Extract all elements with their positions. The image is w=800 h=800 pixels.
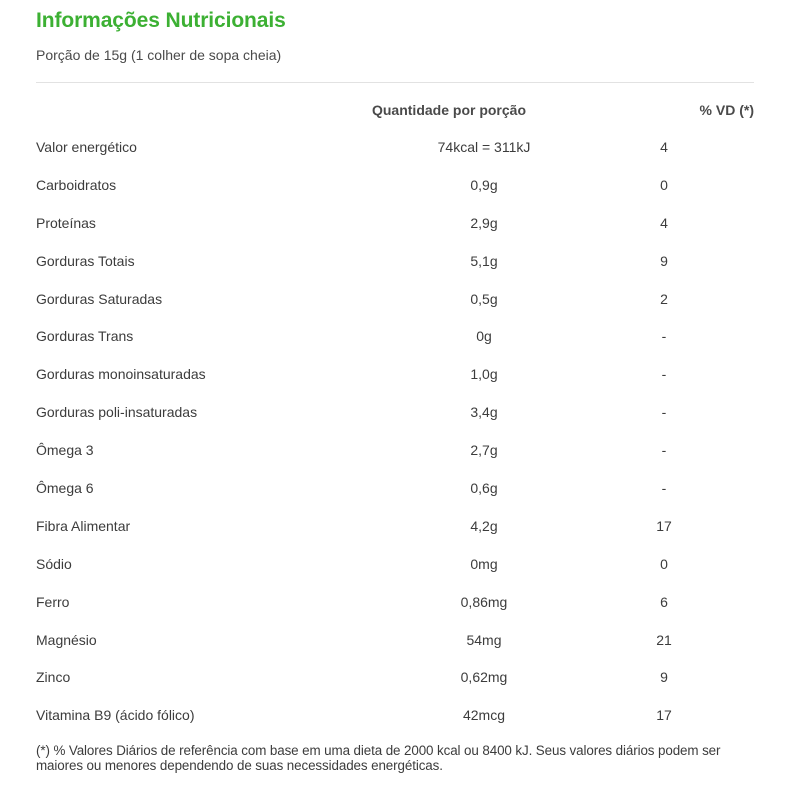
nutrient-name: Ômega 6	[36, 480, 94, 497]
nutrient-name: Sódio	[36, 555, 72, 572]
nutrient-daily-value: 4	[660, 214, 668, 231]
table-row	[36, 167, 756, 205]
page-title: Informações Nutricionais	[36, 9, 286, 32]
nutrient-name: Proteínas	[36, 214, 96, 231]
nutrient-daily-value: -	[661, 328, 667, 345]
table-row	[36, 243, 756, 281]
table-row	[36, 659, 756, 697]
header-divider	[36, 82, 754, 83]
nutrient-daily-value: 9	[660, 252, 668, 269]
nutrition-facts-panel	[36, 0, 756, 800]
table-row	[36, 318, 756, 356]
nutrient-quantity: 0,86mg	[460, 593, 508, 610]
nutrient-quantity: 3,4g	[470, 404, 498, 421]
nutrient-quantity: 1,0g	[470, 366, 498, 383]
column-header-quantity: Quantidade por porção	[371, 102, 527, 118]
nutrient-daily-value: 21	[656, 631, 672, 648]
nutrient-daily-value: 0	[660, 176, 668, 193]
nutrient-name: Valor energético	[36, 139, 137, 155]
column-header-daily-value: % VD (*)	[699, 102, 754, 118]
nutrient-daily-value: 17	[656, 707, 672, 724]
table-row	[36, 622, 756, 660]
nutrient-quantity: 5,1g	[470, 252, 498, 269]
table-row	[36, 281, 756, 319]
nutrient-quantity: 74kcal = 311kJ	[437, 139, 531, 155]
table-row	[36, 432, 756, 470]
nutrient-name: Magnésio	[36, 631, 97, 648]
table-row	[36, 356, 756, 394]
nutrient-name: Fibra Alimentar	[36, 517, 131, 534]
nutrient-daily-value: 2	[660, 290, 668, 307]
nutrient-name: Ômega 3	[36, 442, 94, 459]
table-row	[36, 129, 756, 167]
nutrient-quantity: 2,7g	[470, 442, 498, 459]
nutrient-name: Gorduras Saturadas	[36, 290, 163, 307]
nutrient-daily-value: 6	[660, 593, 668, 610]
table-row	[36, 584, 756, 622]
nutrient-quantity: 4,2g	[470, 517, 498, 534]
nutrient-name: Zinco	[36, 669, 71, 686]
nutrient-quantity: 0,62mg	[460, 669, 508, 686]
table-row	[36, 470, 756, 508]
nutrient-daily-value: 4	[660, 139, 668, 155]
nutrient-daily-value: -	[661, 442, 667, 459]
nutrient-daily-value: 0	[660, 555, 668, 572]
nutrient-quantity: 0,5g	[470, 290, 498, 307]
table-row	[36, 205, 756, 243]
nutrient-name: Ferro	[36, 593, 70, 610]
nutrient-name: Gorduras Totais	[36, 252, 135, 269]
nutrient-quantity: 0,6g	[470, 480, 498, 497]
table-row	[36, 546, 756, 584]
nutrient-daily-value: 17	[656, 517, 672, 534]
nutrient-daily-value: 9	[660, 669, 668, 686]
nutrient-name: Gorduras monoinsaturadas	[36, 366, 206, 383]
nutrient-daily-value: -	[661, 480, 667, 497]
nutrient-name: Gorduras Trans	[36, 328, 134, 345]
serving-size: Porção de 15g (1 colher de sopa cheia)	[36, 47, 282, 63]
nutrient-name: Carboidratos	[36, 176, 117, 193]
nutrition-table	[36, 129, 756, 735]
nutrient-name: Gorduras poli-insaturadas	[36, 404, 198, 421]
table-row	[36, 697, 756, 735]
nutrient-quantity: 42mcg	[462, 707, 506, 724]
daily-value-footnote: (*) % Valores Diários de referência com base em uma dieta de 2000 kcal ou 8400 kJ. Seus valores diários podem ser maiores ou menores dependendo de suas necessidades energéticas.	[36, 743, 721, 773]
nutrient-daily-value: -	[661, 404, 667, 421]
table-row	[36, 508, 756, 546]
nutrient-quantity: 0g	[476, 328, 492, 345]
nutrient-daily-value: -	[661, 366, 667, 383]
nutrient-quantity: 0,9g	[470, 176, 498, 193]
nutrient-quantity: 2,9g	[470, 214, 498, 231]
table-row	[36, 394, 756, 432]
nutrient-quantity: 54mg	[466, 631, 502, 648]
nutrient-name: Vitamina B9 (ácido fólico)	[36, 707, 195, 724]
nutrient-quantity: 0mg	[470, 555, 498, 572]
